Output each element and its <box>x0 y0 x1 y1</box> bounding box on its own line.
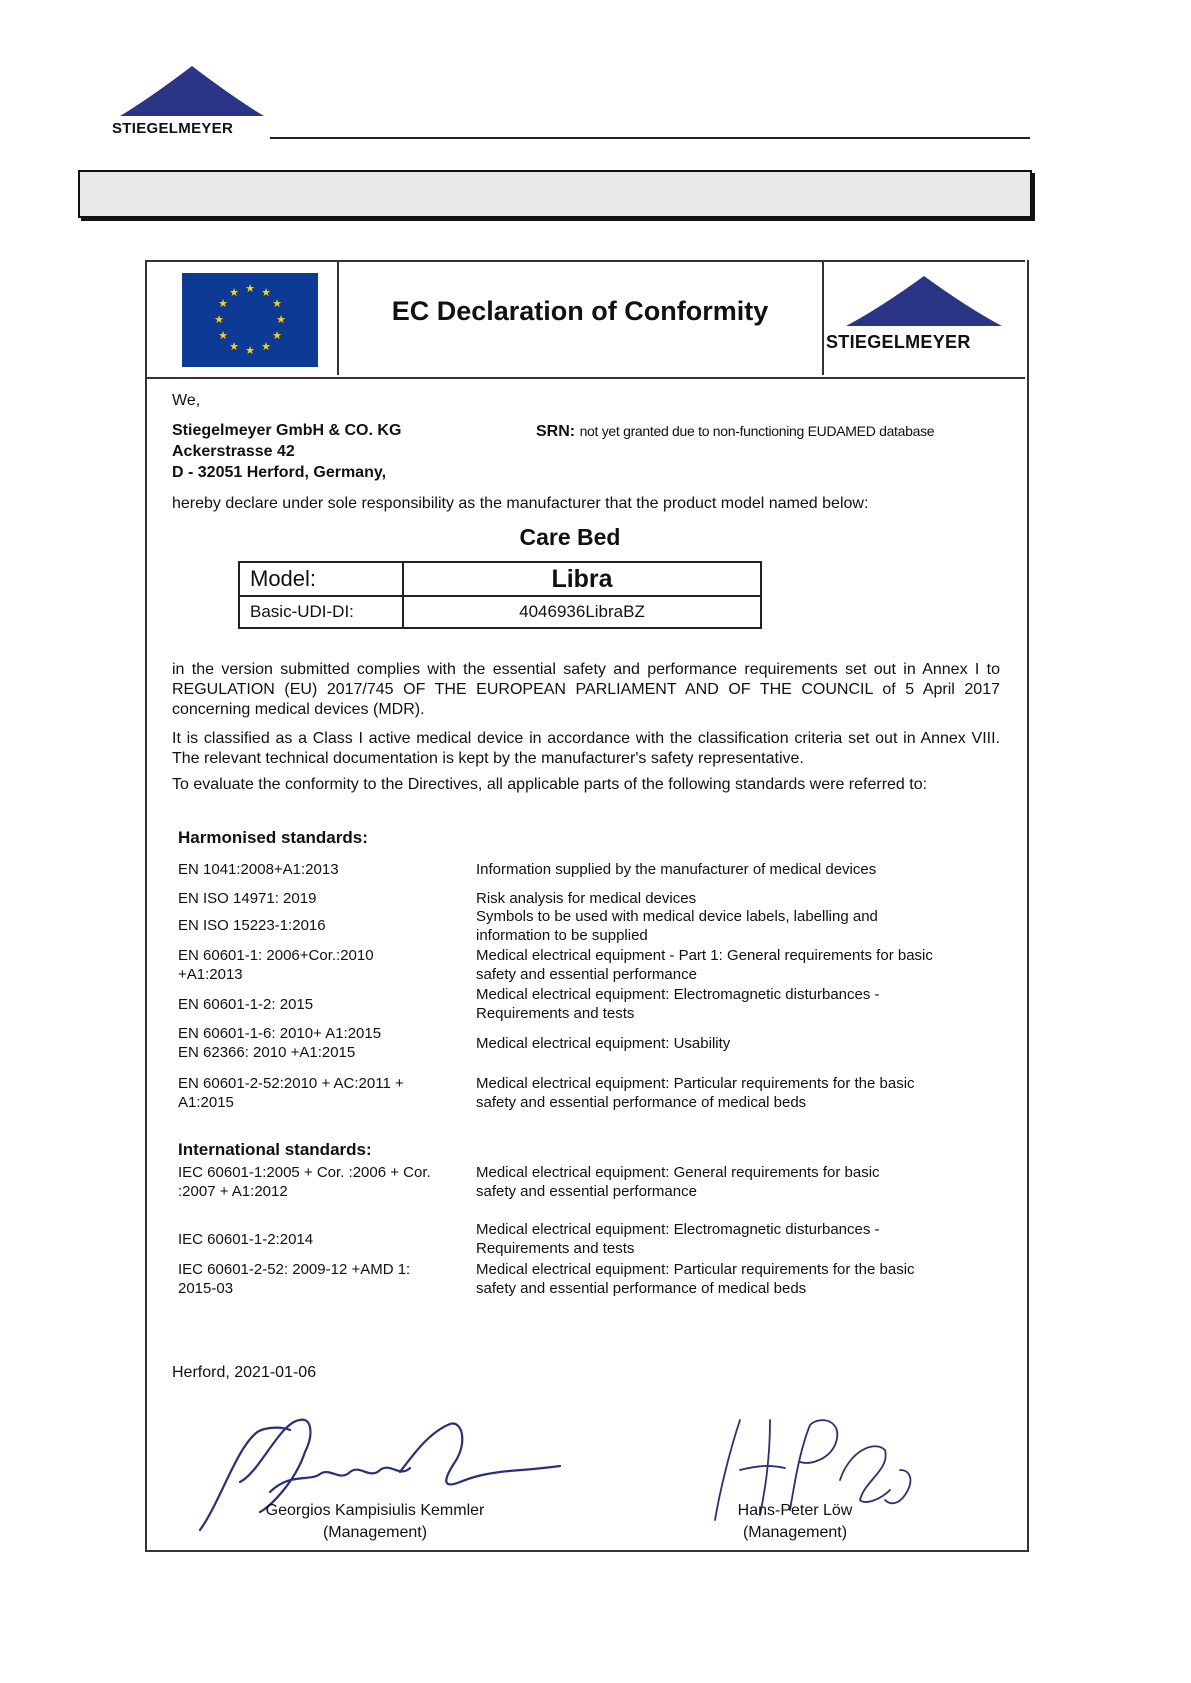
svg-text:★: ★ <box>245 344 255 357</box>
certificate-title: EC Declaration of Conformity <box>391 296 769 326</box>
standard-code: EN ISO 14971: 2019 <box>178 890 317 907</box>
classification-paragraph: It is classified as a Class I active medical device in accordance with the classification criteria set out in Annex VIII. The relevant technical documentation is kept by the manufacturer's safety representative. <box>172 730 1000 767</box>
model-table <box>238 561 762 629</box>
svg-text:★: ★ <box>229 286 239 299</box>
svg-text:★: ★ <box>245 282 255 295</box>
certificate-brand: STIEGELMEYER <box>826 332 971 352</box>
international-heading: International standards: <box>178 1140 372 1159</box>
signatory-name: Georgios Kampisiulis Kemmler <box>265 1502 485 1519</box>
model-value: Libra <box>403 562 761 596</box>
srn-label: SRN: <box>536 423 576 440</box>
stiegelmeyer-logo-icon <box>846 276 1002 326</box>
product-name: Care Bed <box>519 524 621 550</box>
standard-desc: Medical electrical equipment: Usability <box>476 1035 731 1052</box>
standard-code: EN 60601-1-6: 2010+ A1:2015 <box>178 1025 382 1042</box>
standard-desc: Medical electrical equipment - Part 1: General requirements for basic safety and essential performance <box>476 947 933 983</box>
company-city: D - 32051 Herford, Germany, <box>172 464 387 481</box>
standard-code: EN ISO 15223-1:2016 <box>178 917 326 934</box>
svg-text:★: ★ <box>218 329 228 342</box>
header-divider <box>337 260 339 375</box>
svg-text:★: ★ <box>261 340 271 353</box>
harmonised-heading: Harmonised standards: <box>178 828 368 847</box>
signatory-name: Hans-Peter Löw <box>737 1502 853 1519</box>
svg-text:★: ★ <box>229 340 239 353</box>
svg-text:★: ★ <box>272 297 282 310</box>
compliance-paragraph: in the version submitted complies with the essential safety and performance requirements set out in Annex I to REGULATION (EU) 2017/745 OF THE EUROPEAN PARLIAMENT AND OF THE COUNCIL of 5 April 2017 concerning medical devices (MDR). <box>172 661 1000 718</box>
svg-text:★: ★ <box>276 313 286 326</box>
place-date: Herford, 2021-01-06 <box>172 1364 317 1381</box>
srn-line <box>536 421 934 442</box>
model-label: Model: <box>239 562 403 596</box>
standard-desc: Medical electrical equipment: Particular requirements for the basic safety and essential performance of medical beds <box>476 1261 915 1297</box>
eu-flag-icon <box>182 273 318 367</box>
standard-desc: Risk analysis for medical devices <box>476 890 697 907</box>
srn-value: not yet granted due to non-functioning EUDAMED database <box>579 423 935 439</box>
signatory-role: (Management) <box>742 1524 848 1541</box>
standard-desc: Medical electrical equipment: Electromagnetic disturbances - Requirements and tests <box>476 1221 880 1257</box>
standard-code: EN 60601-1: 2006+Cor.:2010 +A1:2013 <box>178 947 374 983</box>
standard-desc: Symbols to be used with medical device labels, labelling and information to be supplied <box>476 908 878 944</box>
standard-desc: Information supplied by the manufacturer of medical devices <box>476 861 877 878</box>
svg-text:★: ★ <box>218 297 228 310</box>
standard-code: EN 60601-2-52:2010 + AC:2011 + A1:2015 <box>178 1075 404 1111</box>
standard-code: EN 1041:2008+A1:2013 <box>178 861 339 878</box>
title-box <box>78 170 1032 218</box>
header-rule <box>270 137 1030 139</box>
company-street: Ackerstrasse 42 <box>172 443 295 460</box>
header-brand: STIEGELMEYER <box>112 120 234 137</box>
standard-code: IEC 60601-1:2005 + Cor. :2006 + Cor. :2007 + A1:2012 <box>178 1164 431 1200</box>
svg-text:★: ★ <box>261 286 271 299</box>
svg-text:★: ★ <box>214 313 224 326</box>
company-name: Stiegelmeyer GmbH & CO. KG <box>172 422 402 439</box>
standard-code: IEC 60601-2-52: 2009-12 +AMD 1: 2015-03 <box>178 1261 411 1297</box>
standard-code: IEC 60601-1-2:2014 <box>178 1231 314 1248</box>
standard-code: EN 62366: 2010 +A1:2015 <box>178 1044 356 1061</box>
stiegelmeyer-logo-icon <box>120 66 264 116</box>
udi-label: Basic-UDI-DI: <box>239 596 403 628</box>
header-divider <box>822 260 824 375</box>
declaration-text: hereby declare under sole responsibility as the manufacturer that the product model named below: <box>172 495 869 512</box>
standards-intro: To evaluate the conformity to the Directives, all applicable parts of the following standards were referred to: <box>172 776 928 793</box>
signatory-role: (Management) <box>322 1524 428 1541</box>
udi-value: 4046936LibraBZ <box>403 596 761 628</box>
standard-desc: Medical electrical equipment: General requirements for basic safety and essential performance <box>476 1164 880 1200</box>
standard-desc: Medical electrical equipment: Electromagnetic disturbances - Requirements and tests <box>476 986 880 1022</box>
standard-code: EN 60601-1-2: 2015 <box>178 996 314 1013</box>
standard-desc: Medical electrical equipment: Particular requirements for the basic safety and essential performance of medical beds <box>476 1075 915 1111</box>
we-text: We, <box>172 392 201 409</box>
svg-text:★: ★ <box>272 329 282 342</box>
